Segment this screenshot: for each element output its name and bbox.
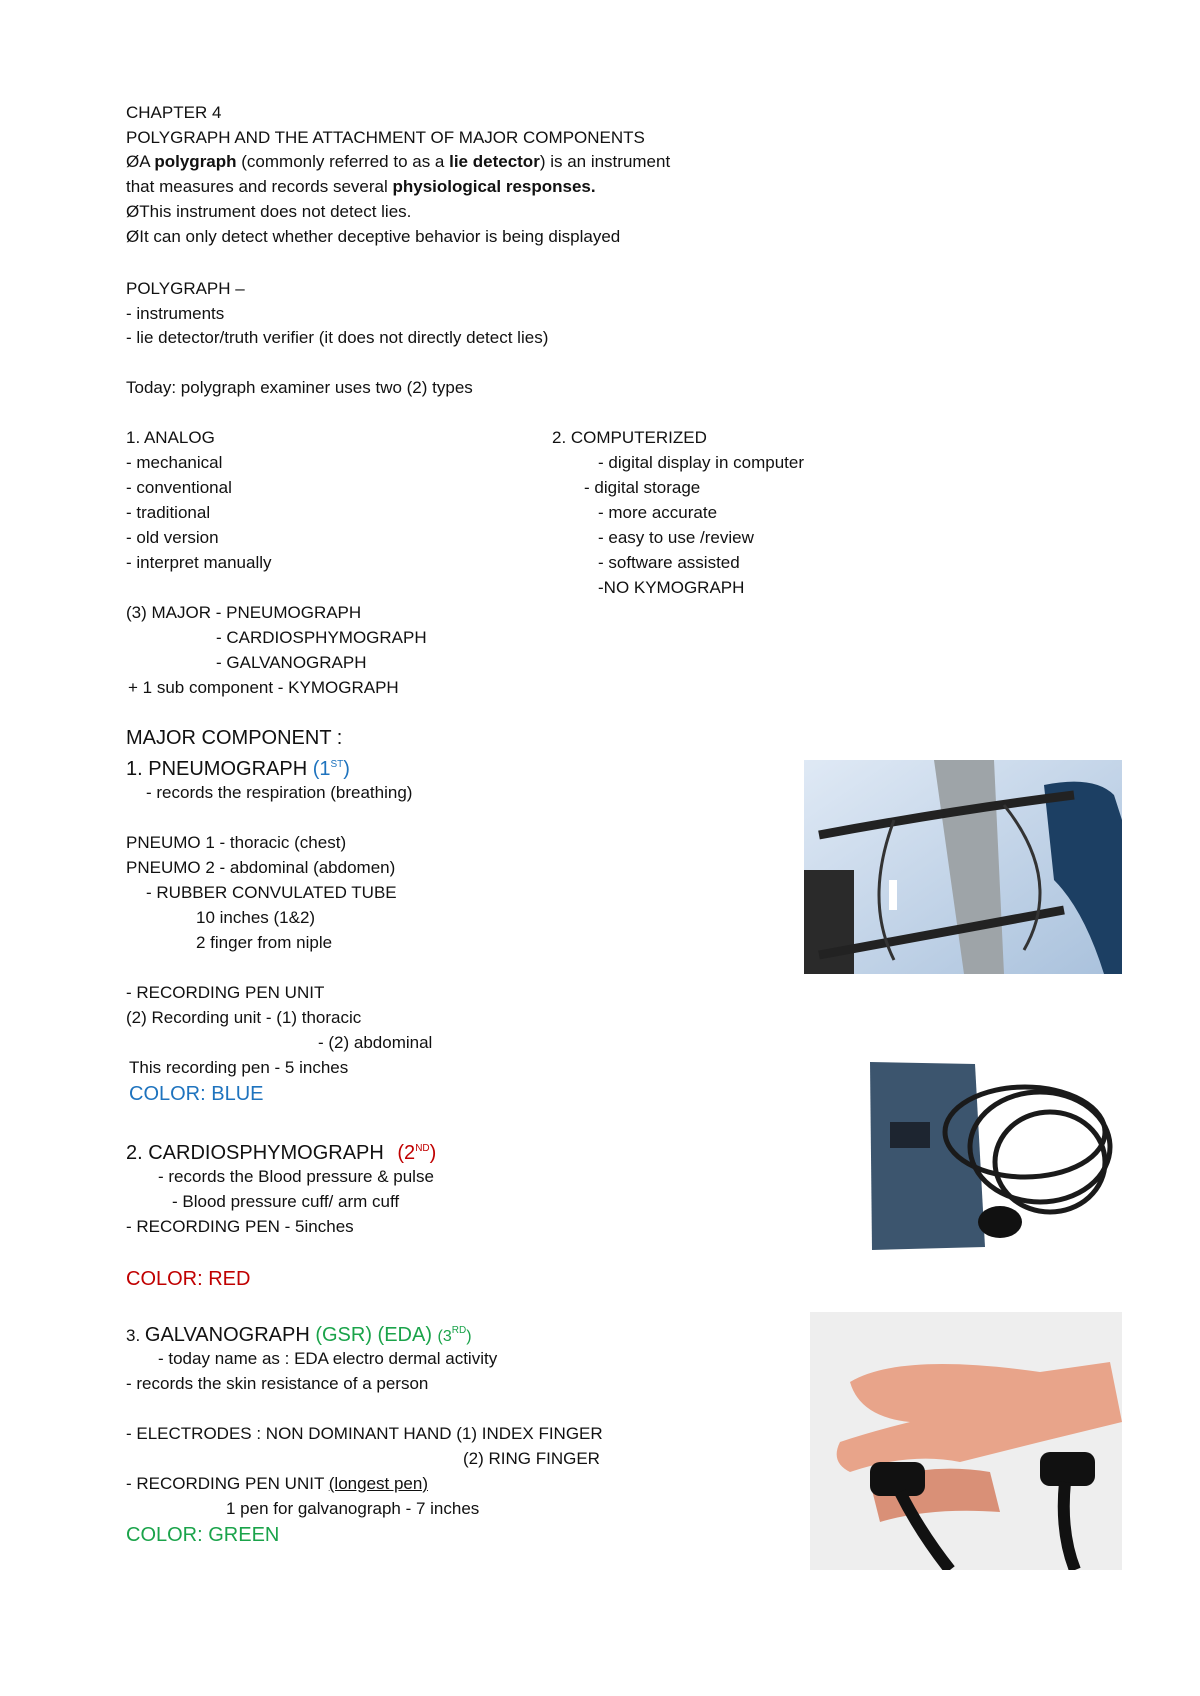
galvano-title: 3. GALVANOGRAPH (GSR) (EDA) (3RD) xyxy=(126,1324,472,1346)
order-badge: (3RD) xyxy=(437,1325,472,1345)
analog-heading: 1. ANALOG xyxy=(126,428,215,447)
pneumograph-photo xyxy=(804,760,1122,974)
bullet-arrow: Ø xyxy=(126,202,140,221)
analog-item: - interpret manually xyxy=(126,553,272,572)
analog-item: - old version xyxy=(126,528,219,547)
cardio-pen: - RECORDING PEN - 5inches xyxy=(126,1217,354,1236)
polygraph-heading: POLYGRAPH – xyxy=(126,279,245,298)
cardio-desc: - Blood pressure cuff/ arm cuff xyxy=(172,1192,400,1211)
cardio-desc: - records the Blood pressure & pulse xyxy=(158,1167,434,1186)
computerized-item: - digital display in computer xyxy=(598,453,804,472)
intro-line-3: ØThis instrument does not detect lies. xyxy=(126,202,412,221)
order-badge: (2ND) xyxy=(397,1142,437,1164)
recording-unit-2: - (2) abdominal xyxy=(318,1033,433,1052)
computerized-item: - software assisted xyxy=(598,553,740,572)
polygraph-item: - lie detector/truth verifier (it does not directly detect lies) xyxy=(126,328,549,347)
pneumo-1: PNEUMO 1 - thoracic (chest) xyxy=(126,833,347,852)
intro-line-4: ØIt can only detect whether deceptive behavior is being displayed xyxy=(126,227,621,246)
analog-item: - conventional xyxy=(126,478,232,497)
computerized-item: - easy to use /review xyxy=(598,528,754,547)
rubber-tube: - RUBBER CONVULATED TUBE xyxy=(146,883,397,902)
today-line: Today: polygraph examiner uses two (2) types xyxy=(126,378,473,397)
galvanograph-photo xyxy=(810,1312,1122,1570)
order-badge: (1ST) xyxy=(312,758,350,780)
polygraph-item: - instruments xyxy=(126,304,225,323)
intro-line-1: ØA polygraph (commonly referred to as a lie detector) is an instrument xyxy=(126,152,671,171)
galvano-desc: - records the skin resistance of a person xyxy=(126,1374,429,1393)
color-green-label: COLOR: GREEN xyxy=(126,1524,280,1546)
major-list-line: + 1 sub component - KYMOGRAPH xyxy=(128,678,399,697)
color-red-label: COLOR: RED xyxy=(126,1268,251,1290)
analog-item: - mechanical xyxy=(126,453,223,472)
chapter-label: CHAPTER 4 xyxy=(126,103,222,122)
tube-position: 2 finger from niple xyxy=(196,933,333,952)
cardio-title: 2. CARDIOSPHYMOGRAPH (2ND) xyxy=(126,1142,437,1164)
bullet-arrow: Ø xyxy=(126,152,140,171)
electrodes: - ELECTRODES : NON DOMINANT HAND (1) INDEX FINGER xyxy=(126,1424,603,1443)
galvano-pen: - RECORDING PEN UNIT (longest pen) xyxy=(126,1474,428,1493)
major-list-line: (3) MAJOR - PNEUMOGRAPH xyxy=(126,603,362,622)
major-component-heading: MAJOR COMPONENT : xyxy=(126,727,343,749)
tube-length: 10 inches (1&2) xyxy=(196,908,316,927)
galvano-desc: - today name as : EDA electro dermal activity xyxy=(158,1349,498,1368)
computerized-item: -NO KYMOGRAPH xyxy=(598,578,745,597)
analog-item: - traditional xyxy=(126,503,211,522)
pen-unit: - RECORDING PEN UNIT xyxy=(126,983,325,1002)
computerized-item: - digital storage xyxy=(584,478,701,497)
major-list-line: - CARDIOSPHYMOGRAPH xyxy=(216,628,427,647)
bullet-arrow: Ø xyxy=(126,227,140,246)
chapter-title: POLYGRAPH AND THE ATTACHMENT OF MAJOR COMPONENTS xyxy=(126,128,645,147)
cardiosphymograph-photo xyxy=(850,1052,1122,1254)
computerized-heading: 2. COMPUTERIZED xyxy=(552,428,707,447)
major-list-line: - GALVANOGRAPH xyxy=(216,653,367,672)
computerized-item: - more accurate xyxy=(598,503,718,522)
pen-length: This recording pen - 5 inches xyxy=(129,1058,349,1077)
galvano-pen-length: 1 pen for galvanograph - 7 inches xyxy=(226,1499,480,1518)
pneumograph-title: 1. PNEUMOGRAPH (1ST) xyxy=(126,758,350,780)
pneumograph-desc: - records the respiration (breathing) xyxy=(146,783,413,802)
color-blue-label: COLOR: BLUE xyxy=(129,1083,264,1105)
intro-line-2: that measures and records several physiological responses. xyxy=(126,177,596,196)
recording-unit: (2) Recording unit - (1) thoracic xyxy=(126,1008,362,1027)
electrodes-2: (2) RING FINGER xyxy=(463,1449,600,1468)
pneumo-2: PNEUMO 2 - abdominal (abdomen) xyxy=(126,858,396,877)
